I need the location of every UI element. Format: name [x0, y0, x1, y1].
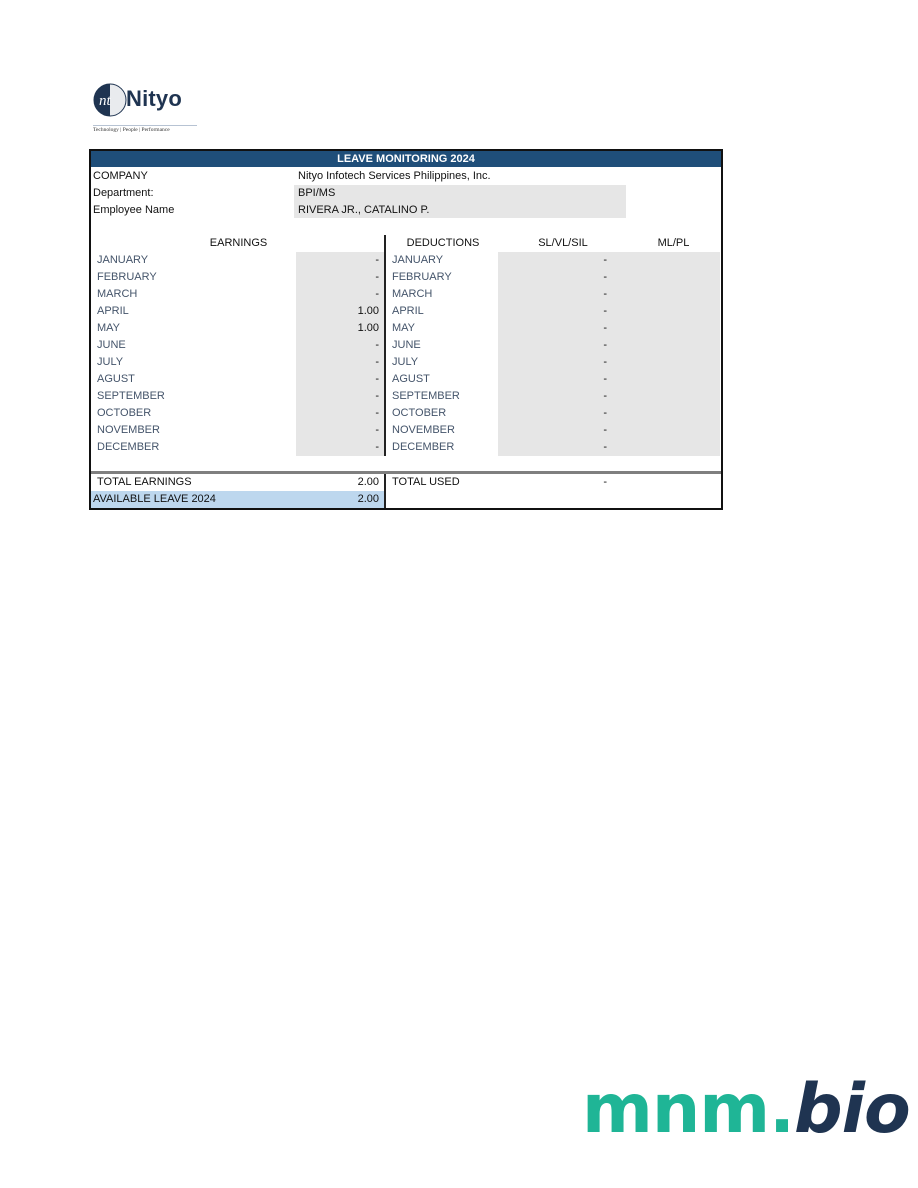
deductions-month: AGUST: [392, 373, 430, 385]
nityo-logo-icon: [93, 83, 127, 117]
earnings-value: -: [375, 407, 379, 419]
employee-name-value: RIVERA JR., CATALINO P.: [298, 204, 430, 216]
sheet-title: LEAVE MONITORING 2024: [91, 151, 721, 167]
earnings-value: -: [375, 254, 379, 266]
employee-name-label: Employee Name: [93, 204, 175, 216]
earnings-value: -: [375, 356, 379, 368]
watermark-part-2: bio: [793, 1070, 910, 1149]
sl-vl-sil-header: SL/VL/SIL: [538, 237, 588, 249]
leave-monitoring-sheet: [89, 149, 723, 510]
earnings-value: -: [375, 288, 379, 300]
earnings-value: -: [375, 339, 379, 351]
deductions-month: JULY: [392, 356, 419, 368]
total-used-value: -: [603, 476, 607, 488]
deductions-month: OCTOBER: [392, 407, 447, 419]
deductions-header: DEDUCTIONS: [406, 237, 480, 249]
department-label: Department:: [93, 187, 154, 199]
earnings-value: -: [375, 441, 379, 453]
earnings-month: JANUARY: [97, 254, 149, 266]
sl-vl-sil-value: -: [603, 339, 607, 351]
deductions-month: APRIL: [392, 305, 424, 317]
available-leave-label: AVAILABLE LEAVE 2024: [93, 493, 216, 505]
earnings-month: JULY: [97, 356, 124, 368]
totals-divider: [384, 474, 386, 508]
company-value: Nityo Infotech Services Philippines, Inc.: [298, 170, 491, 182]
logo-tagline: Technology | People | Performance: [93, 127, 170, 133]
deductions-month: FEBRUARY: [392, 271, 452, 283]
deductions-month: MAY: [392, 322, 416, 334]
earnings-month: JUNE: [97, 339, 126, 351]
sl-vl-sil-value: -: [603, 441, 607, 453]
earnings-month: APRIL: [97, 305, 129, 317]
company-label: COMPANY: [93, 170, 148, 182]
sl-vl-sil-value: -: [603, 305, 607, 317]
earnings-month: MAY: [97, 322, 121, 334]
earnings-month: NOVEMBER: [97, 424, 160, 436]
earnings-value: -: [375, 390, 379, 402]
deductions-month: MARCH: [392, 288, 433, 300]
earnings-month: OCTOBER: [97, 407, 152, 419]
column-divider: [384, 235, 386, 456]
deductions-month: NOVEMBER: [392, 424, 455, 436]
sl-vl-sil-value: -: [603, 424, 607, 436]
earnings-month: DECEMBER: [97, 441, 160, 453]
deductions-month: DECEMBER: [392, 441, 455, 453]
total-earnings-label: TOTAL EARNINGS: [97, 476, 192, 488]
earnings-value: -: [375, 271, 379, 283]
earnings-header: EARNINGS: [209, 237, 268, 249]
earnings-value: -: [375, 424, 379, 436]
deductions-month: SEPTEMBER: [392, 390, 460, 402]
watermark-part-1: mnm.: [582, 1070, 794, 1149]
sl-vl-sil-value: -: [603, 322, 607, 334]
sl-vl-sil-value: -: [603, 254, 607, 266]
ml-pl-header: ML/PL: [657, 237, 690, 249]
sl-vl-sil-value: -: [603, 356, 607, 368]
deductions-month: JANUARY: [392, 254, 444, 266]
total-used-label: TOTAL USED: [392, 476, 460, 488]
company-logo: [92, 83, 212, 139]
mnm-bio-watermark: [582, 1070, 910, 1149]
earnings-month: FEBRUARY: [97, 271, 157, 283]
deductions-month: JUNE: [392, 339, 421, 351]
department-value: BPI/MS: [298, 187, 336, 199]
sl-vl-sil-value: -: [603, 390, 607, 402]
earnings-value: -: [375, 373, 379, 385]
logo-wordmark: Nityo: [126, 86, 182, 111]
sl-vl-sil-value: -: [603, 407, 607, 419]
available-leave-value: 2.00: [357, 493, 379, 505]
earnings-value: 1.00: [357, 322, 379, 334]
logo-divider: [93, 125, 197, 126]
sl-vl-sil-value: -: [603, 271, 607, 283]
sl-vl-sil-value: -: [603, 373, 607, 385]
earnings-month: SEPTEMBER: [97, 390, 165, 402]
total-earnings-value: 2.00: [357, 476, 379, 488]
svg-text:nt: nt: [99, 93, 111, 109]
earnings-value: 1.00: [357, 305, 379, 317]
sl-vl-sil-value: -: [603, 288, 607, 300]
earnings-month: MARCH: [97, 288, 138, 300]
earnings-month: AGUST: [97, 373, 135, 385]
